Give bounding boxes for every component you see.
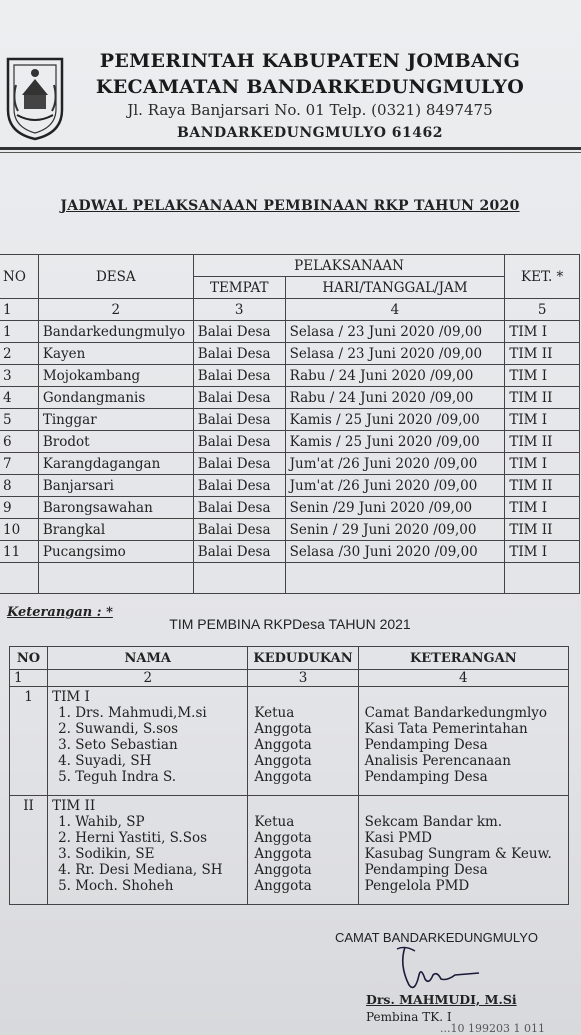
row-waktu: Senin / 29 Juni 2020 /09,00	[285, 519, 505, 541]
team-member: 3. Sodikin, SE	[58, 846, 155, 862]
row-waktu: Jum'at /26 Juni 2020 /09,00	[285, 453, 505, 475]
row-tempat: Balai Desa	[193, 541, 285, 563]
schedule-header-row	[0, 255, 580, 277]
number-cell: 2	[38, 299, 193, 321]
row-desa: Kayen	[38, 343, 193, 365]
member-note: Pendamping Desa	[364, 737, 488, 753]
team-member: 5. Moch. Shoheh	[58, 878, 174, 894]
schedule-table	[0, 254, 580, 594]
header-rule	[0, 147, 581, 150]
row-tempat: Balai Desa	[193, 409, 285, 431]
row-desa: Brangkal	[38, 519, 193, 541]
number-cell: 1	[10, 670, 48, 687]
row-no: 6	[0, 431, 38, 453]
row-tempat: Balai Desa	[193, 519, 285, 541]
member-role: Anggota	[254, 753, 312, 769]
member-note: Kasubag Sungram & Keuw.	[364, 846, 552, 862]
number-cell: 5	[505, 299, 580, 321]
row-tempat: Balai Desa	[193, 365, 285, 387]
row-tempat: Balai Desa	[193, 343, 285, 365]
member-note: Kasi Tata Pemerintahan	[364, 721, 528, 737]
row-waktu: Kamis / 25 Juni 2020 /09,00	[285, 409, 505, 431]
col-no: NO	[0, 255, 38, 299]
teams-number-row	[10, 670, 569, 687]
number-cell: 1	[0, 299, 38, 321]
row-desa: Barongsawahan	[38, 497, 193, 519]
row-ket: TIM II	[505, 431, 580, 453]
member-note: Kasi PMD	[364, 830, 432, 846]
note-label: Keterangan : *	[7, 605, 113, 620]
row-ket: TIM II	[505, 343, 580, 365]
team-member: 2. Herni Yastiti, S.Sos	[58, 830, 208, 846]
team-no: II	[10, 796, 48, 905]
team-members	[48, 796, 248, 905]
header-rule-thin	[0, 152, 581, 153]
team-member: 4. Suyadi, SH	[58, 753, 152, 769]
row-no: 5	[0, 409, 38, 431]
number-cell: 2	[48, 670, 248, 687]
team-roles	[248, 687, 358, 796]
team-roles	[248, 796, 358, 905]
header-postal: BANDARKEDUNGMULYO 61462	[177, 125, 443, 141]
schedule-row	[0, 387, 580, 409]
schedule-row	[0, 497, 580, 519]
col-ket: KET. *	[505, 255, 580, 299]
document-title: JADWAL PELAKSANAAN PEMBINAAN RKP TAHUN 2020	[60, 198, 520, 214]
team-name: TIM II	[52, 798, 96, 814]
member-role: Anggota	[254, 737, 312, 753]
member-role: Anggota	[254, 769, 312, 785]
row-desa: Gondangmanis	[38, 387, 193, 409]
team-row	[10, 687, 569, 796]
header-address: Jl. Raya Banjarsari No. 01 Telp. (0321) 8497475	[127, 101, 493, 119]
header-district: KECAMATAN BANDARKEDUNGMULYO	[95, 76, 525, 98]
row-waktu: Selasa / 23 Juni 2020 /09,00	[285, 321, 505, 343]
team-table-title: TIM PEMBINA RKPDesa TAHUN 2021	[169, 616, 411, 632]
schedule-row	[0, 519, 580, 541]
row-desa: Pucangsimo	[38, 541, 193, 563]
row-tempat: Balai Desa	[193, 453, 285, 475]
signature-title: CAMAT BANDARKEDUNGMULYO	[335, 930, 538, 945]
teams-header-row	[10, 647, 569, 670]
team-member: 4. Rr. Desi Mediana, SH	[58, 862, 223, 878]
col-tempat: TEMPAT	[193, 277, 285, 299]
handwritten-signature	[375, 945, 485, 995]
member-note: Sekcam Bandar km.	[364, 814, 503, 830]
row-waktu: Rabu / 24 Juni 2020 /09,00	[285, 365, 505, 387]
row-no: 9	[0, 497, 38, 519]
row-ket: TIM I	[505, 409, 580, 431]
member-role: Anggota	[254, 830, 312, 846]
member-role: Ketua	[254, 814, 295, 830]
member-role: Anggota	[254, 721, 312, 737]
row-no: 4	[0, 387, 38, 409]
member-note: Camat Bandarkedungmlyo	[364, 705, 548, 721]
schedule-empty-row	[0, 563, 580, 594]
row-desa: Tinggar	[38, 409, 193, 431]
schedule-row	[0, 431, 580, 453]
row-ket: TIM I	[505, 453, 580, 475]
member-role: Anggota	[254, 862, 312, 878]
member-role: Anggota	[254, 846, 312, 862]
row-no: 8	[0, 475, 38, 497]
row-no: 10	[0, 519, 38, 541]
schedule-body	[0, 321, 580, 563]
col-desa: DESA	[38, 255, 193, 299]
number-cell: 3	[193, 299, 285, 321]
row-tempat: Balai Desa	[193, 497, 285, 519]
schedule-row	[0, 475, 580, 497]
col-pelaksanaan: PELAKSANAAN	[193, 255, 505, 277]
row-no: 7	[0, 453, 38, 475]
signatory-name: Drs. MAHMUDI, M.Si	[366, 992, 517, 1007]
team-no: 1	[10, 687, 48, 796]
row-waktu: Senin /29 Juni 2020 /09,00	[285, 497, 505, 519]
row-no: 11	[0, 541, 38, 563]
number-cell: 4	[358, 670, 568, 687]
col-keterangan: KETERANGAN	[358, 647, 568, 670]
schedule-row	[0, 321, 580, 343]
team-members	[48, 687, 248, 796]
member-note: Pendamping Desa	[364, 769, 488, 785]
team-member: 5. Teguh Indra S.	[58, 769, 177, 785]
row-no: 2	[0, 343, 38, 365]
row-tempat: Balai Desa	[193, 321, 285, 343]
teams-body	[10, 687, 569, 905]
row-ket: TIM II	[505, 387, 580, 409]
row-ket: TIM I	[505, 365, 580, 387]
row-waktu: Kamis / 25 Juni 2020 /09,00	[285, 431, 505, 453]
schedule-row	[0, 453, 580, 475]
regency-emblem-icon	[2, 55, 68, 141]
signatory-nip: ...10 199203 1 011	[440, 1022, 545, 1035]
row-tempat: Balai Desa	[193, 475, 285, 497]
member-note: Pengelola PMD	[364, 878, 470, 894]
col-kedudukan: KEDUDUKAN	[248, 647, 358, 670]
row-desa: Brodot	[38, 431, 193, 453]
member-note: Analisis Perencanaan	[364, 753, 511, 769]
row-desa: Bandarkedungmulyo	[38, 321, 193, 343]
row-desa: Karangdagangan	[38, 453, 193, 475]
row-tempat: Balai Desa	[193, 431, 285, 453]
row-no: 3	[0, 365, 38, 387]
schedule-row	[0, 343, 580, 365]
schedule-number-row	[0, 299, 580, 321]
member-note: Pendamping Desa	[364, 862, 488, 878]
col-nama: NAMA	[48, 647, 248, 670]
row-waktu: Selasa / 23 Juni 2020 /09,00	[285, 343, 505, 365]
row-desa: Mojokambang	[38, 365, 193, 387]
team-member: 1. Drs. Mahmudi,M.si	[58, 705, 207, 721]
row-ket: TIM II	[505, 519, 580, 541]
schedule-row	[0, 541, 580, 563]
team-notes	[358, 796, 568, 905]
team-notes	[358, 687, 568, 796]
signatory-rank: Pembina TK. I	[366, 1010, 452, 1024]
row-waktu: Rabu / 24 Juni 2020 /09,00	[285, 387, 505, 409]
member-role: Anggota	[254, 878, 312, 894]
team-member: 1. Wahib, SP	[58, 814, 145, 830]
row-ket: TIM I	[505, 541, 580, 563]
col-hari: HARI/TANGGAL/JAM	[285, 277, 505, 299]
member-role: Ketua	[254, 705, 295, 721]
header-government: PEMERINTAH KABUPATEN JOMBANG	[99, 50, 521, 72]
schedule-row	[0, 365, 580, 387]
row-ket: TIM I	[505, 497, 580, 519]
row-waktu: Jum'at /26 Juni 2020 /09,00	[285, 475, 505, 497]
number-cell: 4	[285, 299, 505, 321]
team-member: 2. Suwandi, S.sos	[58, 721, 179, 737]
teams-table	[9, 646, 569, 905]
row-ket: TIM II	[505, 475, 580, 497]
row-waktu: Selasa /30 Juni 2020 /09,00	[285, 541, 505, 563]
row-no: 1	[0, 321, 38, 343]
team-name: TIM I	[52, 689, 90, 705]
number-cell: 3	[248, 670, 358, 687]
row-desa: Banjarsari	[38, 475, 193, 497]
team-row	[10, 796, 569, 905]
row-tempat: Balai Desa	[193, 387, 285, 409]
schedule-row	[0, 409, 580, 431]
col-no: NO	[10, 647, 48, 670]
team-member: 3. Seto Sebastian	[58, 737, 178, 753]
row-ket: TIM I	[505, 321, 580, 343]
